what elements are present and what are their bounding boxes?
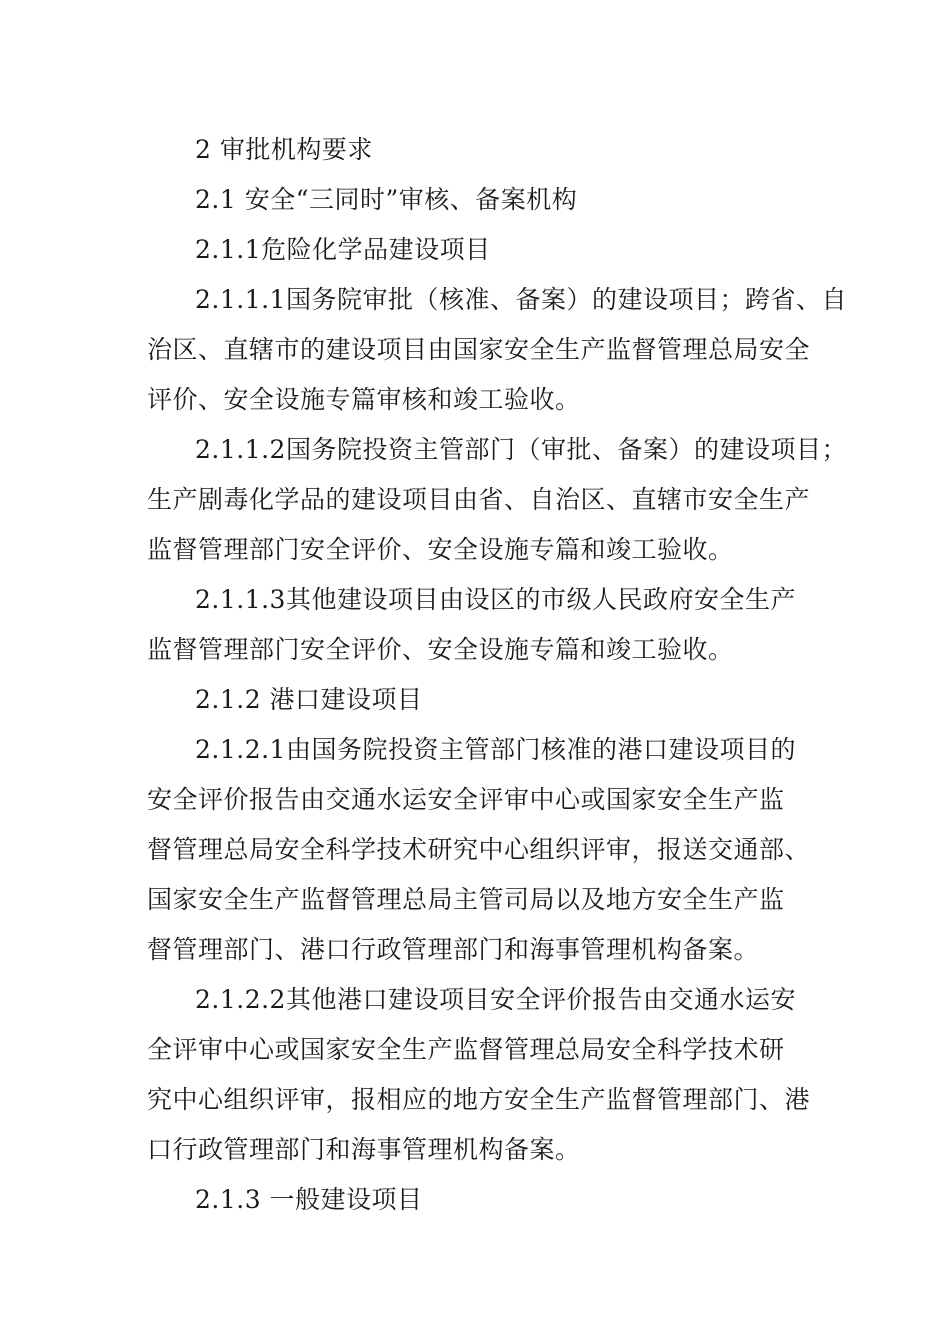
paragraph-line: 2.1.1.3其他建设项目由设区的市级人民政府安全生产	[195, 585, 796, 614]
section-heading: 2 审批机构要求	[195, 135, 373, 164]
subsection-heading: 2.1.2 港口建设项目	[195, 685, 423, 714]
document-body	[147, 125, 847, 1225]
paragraph-line: 2.1.2.1由国务院投资主管部门核准的港口建设项目的	[195, 735, 796, 764]
paragraph-line: 全评审中心或国家安全生产监督管理总局安全科学技术研	[147, 1035, 785, 1064]
paragraph-line: 督管理总局安全科学技术研究中心组织评审，报送交通部、	[147, 835, 811, 864]
paragraph-line: 生产剧毒化学品的建设项目由省、自治区、直辖市安全生产	[147, 485, 811, 514]
subsection-heading: 2.1.3 一般建设项目	[195, 1185, 423, 1214]
subsection-heading: 2.1 安全“三同时”审核、备案机构	[195, 185, 578, 214]
paragraph-line: 究中心组织评审，报相应的地方安全生产监督管理部门、港	[147, 1085, 811, 1114]
subsection-heading: 2.1.1危险化学品建设项目	[195, 235, 491, 264]
paragraph-line: 安全评价报告由交通水运安全评审中心或国家安全生产监	[147, 785, 785, 814]
paragraph-line: 2.1.1.1国务院审批（核准、备案）的建设项目；跨省、自	[195, 285, 847, 314]
paragraph-line: 2.1.1.2国务院投资主管部门（审批、备案）的建设项目；	[195, 435, 847, 464]
paragraph-line: 监督管理部门安全评价、安全设施专篇和竣工验收。	[147, 535, 734, 564]
paragraph-line: 口行政管理部门和海事管理机构备案。	[147, 1135, 581, 1164]
paragraph-line: 督管理部门、港口行政管理部门和海事管理机构备案。	[147, 935, 760, 964]
paragraph-line: 评价、安全设施专篇审核和竣工验收。	[147, 385, 581, 414]
paragraph-line: 治区、直辖市的建设项目由国家安全生产监督管理总局安全	[147, 335, 811, 364]
paragraph-line: 监督管理部门安全评价、安全设施专篇和竣工验收。	[147, 635, 734, 664]
paragraph-line: 2.1.2.2其他港口建设项目安全评价报告由交通水运安	[195, 985, 796, 1014]
paragraph-line: 国家安全生产监督管理总局主管司局以及地方安全生产监	[147, 885, 785, 914]
